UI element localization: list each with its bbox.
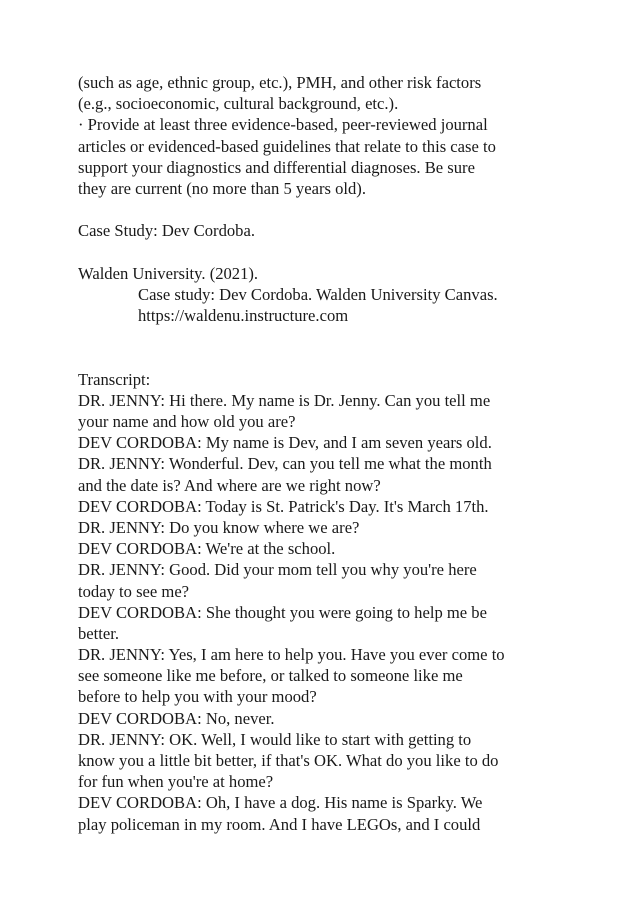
case-study-title: Case Study: Dev Cordoba.	[78, 221, 255, 241]
transcript-line: DEV CORDOBA: She thought you were going to help me be	[78, 602, 487, 622]
text-line: they are current (no more than 5 years old).	[78, 178, 366, 198]
transcript-line: your name and how old you are?	[78, 412, 296, 431]
text-line: articles or evidenced-based guidelines that relate to this case to	[78, 136, 496, 156]
instructions-paragraph	[78, 72, 578, 199]
transcript-line: DR. JENNY: Do you know where we are?	[78, 517, 360, 537]
text-line: · Provide at least three evidence-based, peer-reviewed journal	[78, 115, 488, 135]
transcript-line: DR. JENNY: Hi there. My name is Dr. Jenny. Can you tell me	[78, 390, 491, 410]
document-body	[78, 72, 578, 835]
transcript-line: see someone like me before, or talked to someone like me	[78, 666, 463, 686]
transcript-line: before to help you with your mood?	[78, 687, 317, 707]
transcript-line: play policeman in my room. And I have LEGOs, and I could	[78, 814, 481, 834]
reference-author-year: Walden University. (2021).	[78, 263, 259, 283]
blank-line	[78, 347, 578, 368]
transcript-body	[78, 390, 578, 835]
text-line: (e.g., socioeconomic, cultural background, etc.).	[78, 94, 399, 114]
transcript-line: DEV CORDOBA: Oh, I have a dog. His name is Sparky. We	[78, 793, 483, 813]
transcript-line: know you a little bit better, if that's OK. What do you like to do	[78, 751, 499, 770]
blank-line	[78, 242, 578, 263]
text-line: (such as age, ethnic group, etc.), PMH, and other risk factors	[78, 73, 482, 92]
transcript-line: for fun when you're at home?	[78, 772, 274, 792]
transcript-line: DR. JENNY: Yes, I am here to help you. Have you ever come to	[78, 645, 505, 665]
transcript-line: today to see me?	[78, 581, 190, 601]
reference-url: https://waldenu.instructure.com	[138, 306, 349, 326]
transcript-heading: Transcript:	[78, 369, 151, 389]
transcript-line: DR. JENNY: Good. Did your mom tell you why you're here	[78, 560, 477, 580]
reference-title: Case study: Dev Cordoba. Walden University Canvas.	[138, 284, 498, 304]
transcript-line: and the date is? And where are we right now?	[78, 475, 381, 495]
blank-line	[78, 199, 578, 220]
transcript-line: better.	[78, 623, 120, 643]
reference-entry	[78, 263, 578, 327]
transcript-line: DEV CORDOBA: Today is St. Patrick's Day. It's March 17th.	[78, 496, 489, 516]
transcript-line: DR. JENNY: OK. Well, I would like to start with getting to	[78, 729, 472, 749]
transcript-line: DR. JENNY: Wonderful. Dev, can you tell me what the month	[78, 454, 492, 474]
transcript-line: DEV CORDOBA: My name is Dev, and I am seven years old.	[78, 433, 492, 453]
transcript-line: DEV CORDOBA: We're at the school.	[78, 539, 336, 559]
text-line: support your diagnostics and differential diagnoses. Be sure	[78, 157, 475, 177]
blank-line	[78, 326, 578, 347]
transcript-line: DEV CORDOBA: No, never.	[78, 708, 275, 728]
